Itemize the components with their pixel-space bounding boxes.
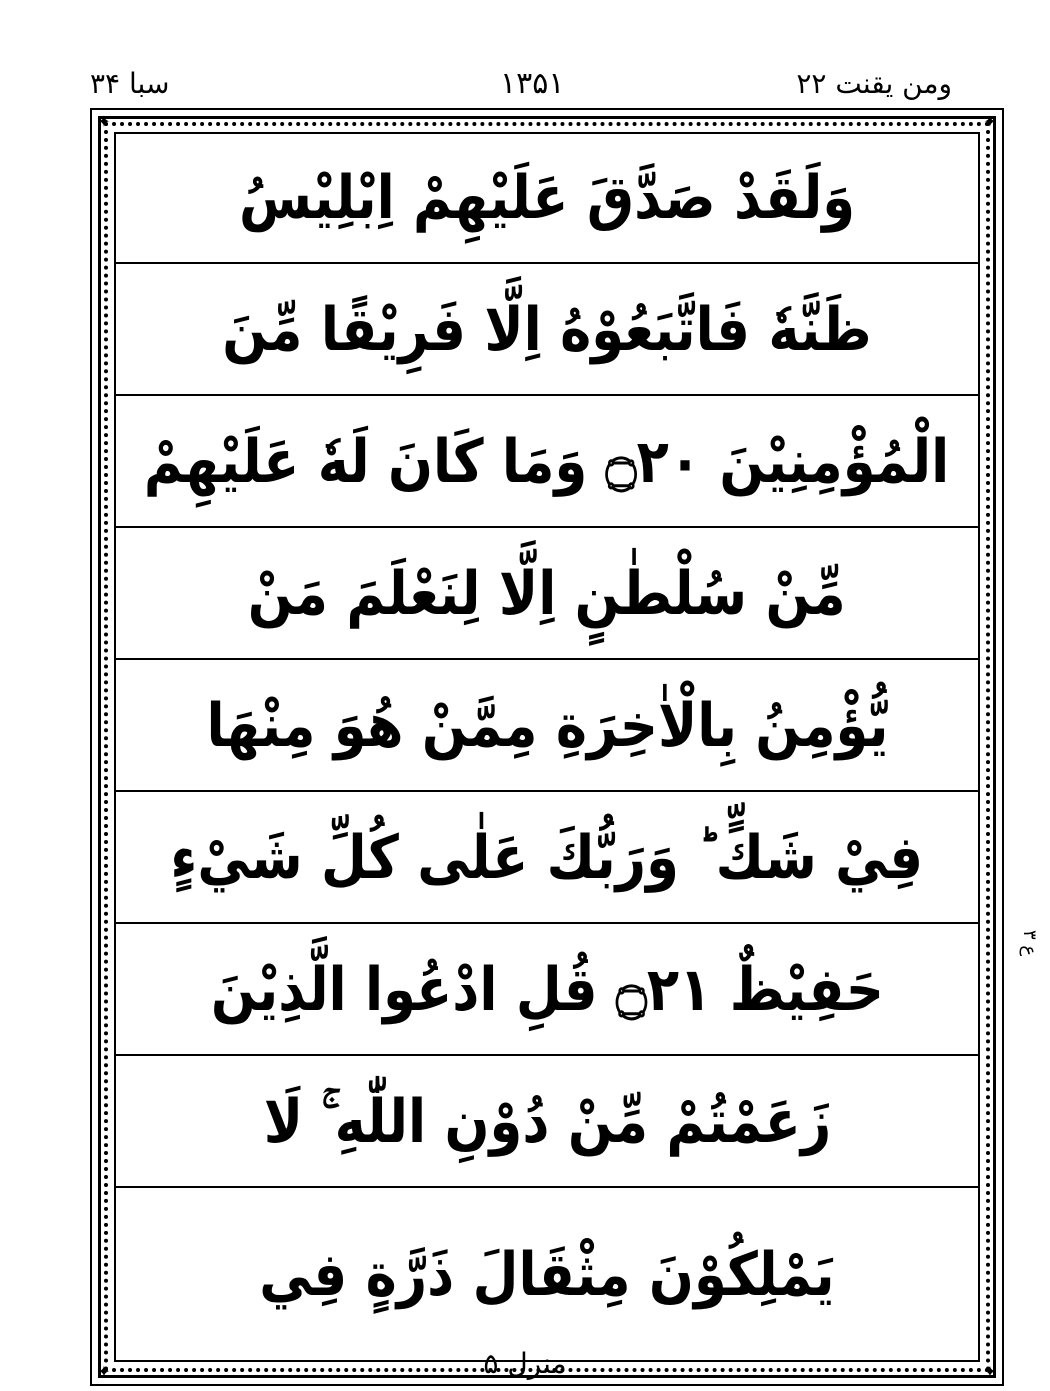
corner-ornament-icon: ✦ <box>97 1362 111 1381</box>
verse-line <box>116 662 978 792</box>
verse-line <box>116 926 978 1056</box>
corner-ornament-icon: ✦ <box>97 112 111 131</box>
corner-ornament-icon: ✦ <box>983 112 997 131</box>
verse-text: زَعَمْتُمْ مِّنْ دُوْنِ اللّٰهِ ۚ لَا <box>263 1087 831 1157</box>
juz-name: ومن يقنت ۲۲ <box>796 67 952 100</box>
verse-line <box>116 1190 978 1360</box>
verse-line <box>116 398 978 528</box>
verse-text: الْمُؤْمِنِيْنَ ۝٢٠ وَمَا كَانَ لَهٗ عَلَيْهِمْ <box>144 427 950 497</box>
surah-name: سبا ۳۴ <box>90 67 170 100</box>
manzil-label: منزل ۵ <box>483 1347 567 1380</box>
verse-text: فِيْ شَكٍّ ؕ وَرَبُّكَ عَلٰى كُلِّ شَيْءٍ <box>170 823 924 893</box>
verse-text: حَفِيْظٌ ۝٢١ قُلِ ادْعُوا الَّذِيْنَ <box>210 955 884 1025</box>
page-number: ۱۳۵۱ <box>500 66 565 101</box>
verse-line <box>116 266 978 396</box>
corner-ornament-icon: ✦ <box>983 1362 997 1381</box>
ornamental-border <box>90 108 1004 1386</box>
verse-text: وَلَقَدْ صَدَّقَ عَلَيْهِمْ اِبْلِيْسُ <box>238 163 856 233</box>
verse-text: ظَنَّهٗ فَاتَّبَعُوْهُ اِلَّا فَرِيْقًا مِّنَ <box>222 295 872 365</box>
ruku-marker: ع ٣ <box>1019 930 1040 957</box>
verse-lines <box>116 134 978 1360</box>
verse-text: يَمْلِكُوْنَ مِثْقَالَ ذَرَّةٍ فِي <box>259 1240 835 1310</box>
verse-text: يُّؤْمِنُ بِالْاٰخِرَةِ مِمَّنْ هُوَ مِنْهَا <box>206 691 888 761</box>
verse-line <box>116 794 978 924</box>
verse-line <box>116 134 978 264</box>
verse-line <box>116 1058 978 1188</box>
verse-text: مِّنْ سُلْطٰنٍ اِلَّا لِنَعْلَمَ مَنْ <box>248 559 846 629</box>
page-header <box>0 62 1050 106</box>
verse-line <box>116 530 978 660</box>
